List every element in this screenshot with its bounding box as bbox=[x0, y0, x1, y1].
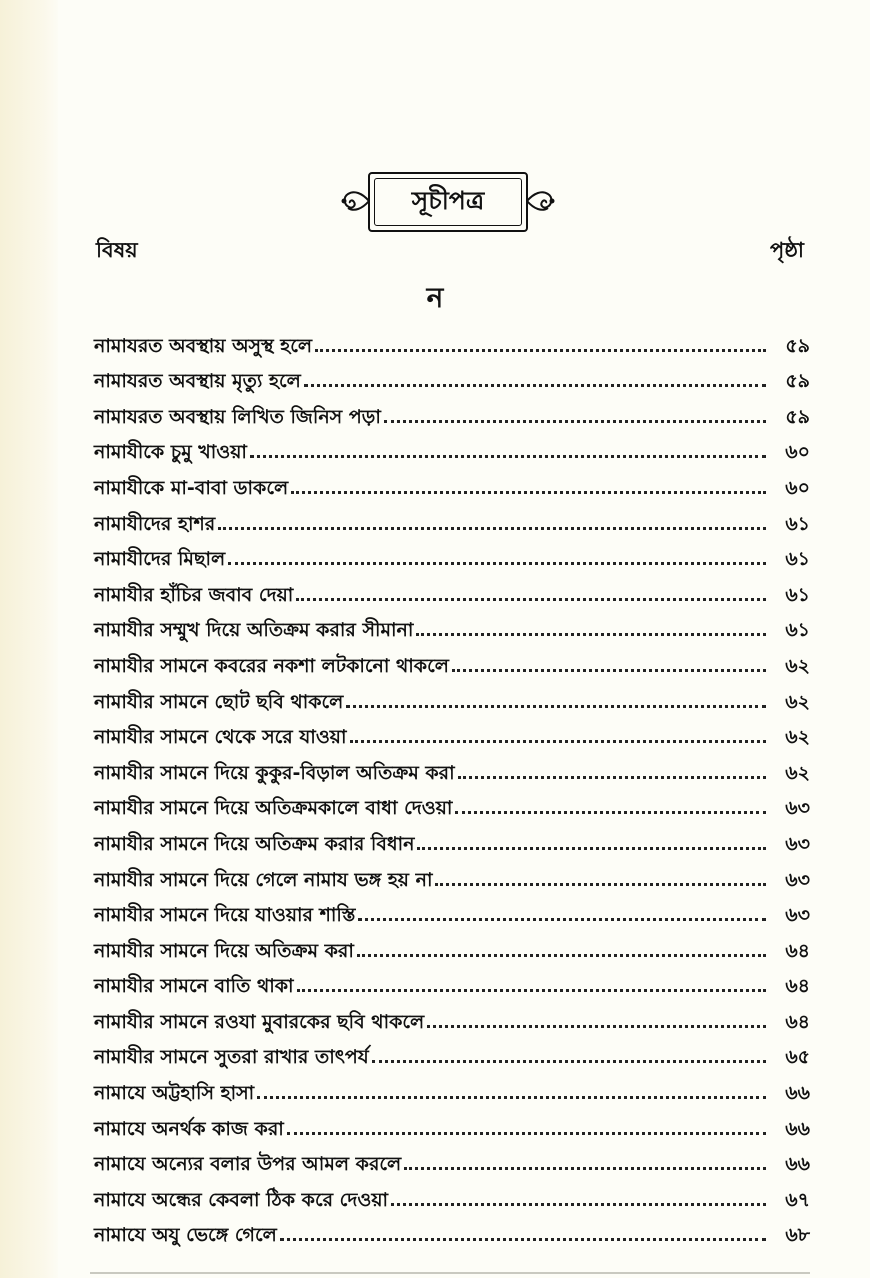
toc-entry bbox=[94, 642, 810, 678]
toc-entry-page: ৫৯ bbox=[785, 370, 810, 393]
toc-entry bbox=[94, 1212, 810, 1248]
toc-entry bbox=[94, 820, 810, 856]
toc-entry-topic: নামাযীকে চুমু খাওয়া bbox=[94, 441, 247, 464]
toc-entry bbox=[94, 785, 810, 821]
toc-entry bbox=[94, 892, 810, 928]
toc-entry-page: ৬২ bbox=[785, 690, 810, 713]
dot-leader bbox=[372, 1060, 766, 1063]
dot-leader bbox=[257, 1096, 766, 1099]
dot-leader bbox=[350, 740, 766, 743]
toc-entry-page: ৬৭ bbox=[785, 1188, 810, 1211]
toc-entry bbox=[94, 998, 810, 1034]
toc-entry-page: ৬১ bbox=[785, 548, 810, 571]
dot-leader bbox=[452, 669, 766, 672]
dot-leader bbox=[417, 847, 766, 850]
toc-entry-topic: নামাযীকে মা-বাবা ডাকলে bbox=[94, 476, 289, 499]
toc-entry bbox=[94, 464, 810, 500]
toc-entry-page: ৬২ bbox=[785, 726, 810, 749]
toc-entry-page: ৬০ bbox=[785, 476, 810, 499]
toc-entry bbox=[94, 393, 810, 429]
toc-entry-page: ৬৮ bbox=[785, 1224, 810, 1247]
page-title: সূচীপত্র bbox=[411, 185, 485, 215]
dot-leader bbox=[435, 883, 766, 886]
dot-leader bbox=[291, 491, 766, 494]
toc-entry bbox=[94, 358, 810, 394]
toc-entry-topic: নামাযীর সামনে কবরের নকশা লটকানো থাকলে bbox=[94, 654, 449, 677]
toc-entry-topic: নামাযীদের হাশর bbox=[94, 512, 216, 535]
toc-list bbox=[94, 322, 810, 1247]
toc-entry-topic: নামাযরত অবস্থায় অসুস্থ হলে bbox=[94, 334, 313, 357]
page-gutter bbox=[0, 0, 62, 1278]
toc-entry bbox=[94, 429, 810, 465]
toc-entry-topic: নামাযীর সামনে দিয়ে কুকুর-বিড়াল অতিক্রম করা bbox=[94, 761, 455, 784]
section-letter: ন bbox=[426, 281, 444, 314]
toc-entry-topic: নামাযীর সামনে দিয়ে যাওয়ার শাস্তি bbox=[94, 904, 356, 927]
toc-entry-page: ৬৩ bbox=[785, 832, 810, 855]
toc-entry bbox=[94, 678, 810, 714]
toc-entry-page: ৬১ bbox=[785, 619, 810, 642]
toc-entry-topic: নামাযীর সামনে দিয়ে অতিক্রমকালে বাধা দেওয়া bbox=[94, 797, 453, 820]
toc-entry-topic: নামাযে অন্ধের কেবলা ঠিক করে দেওয়া bbox=[94, 1188, 389, 1211]
toc-entry-topic: নামাযে অন্যের বলার উপর আমল করলে bbox=[94, 1153, 402, 1176]
toc-entry bbox=[94, 856, 810, 892]
column-header-topic: বিষয় bbox=[96, 238, 138, 262]
toc-entry bbox=[94, 1105, 810, 1141]
toc-entry bbox=[94, 1141, 810, 1177]
page-bottom-edge bbox=[90, 1272, 810, 1274]
toc-entry bbox=[94, 607, 810, 643]
toc-entry-topic: নামাযীর সামনে রওযা মুবারকের ছবি থাকলে bbox=[94, 1010, 425, 1033]
toc-entry-topic: নামাযে অযু ভেঙ্গে গেলে bbox=[94, 1224, 277, 1247]
column-header-page: পৃষ্ঠা bbox=[769, 238, 804, 262]
toc-entry-page: ৫৯ bbox=[785, 405, 810, 428]
toc-entry-topic: নামাযীর সামনে থেকে সরে যাওয়া bbox=[94, 726, 347, 749]
dot-leader bbox=[218, 527, 766, 530]
toc-entry-page: ৬৬ bbox=[785, 1117, 810, 1140]
dot-leader bbox=[358, 918, 766, 921]
toc-entry bbox=[94, 571, 810, 607]
title-cartouche bbox=[340, 172, 556, 236]
dot-leader bbox=[250, 455, 766, 458]
toc-entry bbox=[94, 1176, 810, 1212]
toc-entry bbox=[94, 1034, 810, 1070]
toc-entry-topic: নামাযীর সম্মুখ দিয়ে অতিক্রম করার সীমানা bbox=[94, 619, 414, 642]
dot-leader bbox=[384, 420, 766, 423]
dot-leader bbox=[416, 633, 766, 636]
toc-entry bbox=[94, 500, 810, 536]
toc-entry-page: ৬৩ bbox=[785, 797, 810, 820]
toc-entry bbox=[94, 749, 810, 785]
dot-leader bbox=[304, 384, 766, 387]
toc-entry-page: ৬৫ bbox=[785, 1046, 810, 1069]
toc-entry-topic: নামাযীর হাঁচির জবাব দেয়া bbox=[94, 583, 294, 606]
dot-leader bbox=[427, 1025, 766, 1028]
toc-entry-topic: নামাযে অট্টহাসি হাসা bbox=[94, 1082, 255, 1105]
left-ornament-icon bbox=[340, 184, 370, 218]
dot-leader bbox=[296, 598, 766, 601]
dot-leader bbox=[287, 1132, 766, 1135]
toc-entry-topic: নামাযরত অবস্থায় মৃত্যু হলে bbox=[94, 370, 301, 393]
dot-leader bbox=[346, 705, 766, 708]
toc-entry-page: ৬০ bbox=[785, 441, 810, 464]
toc-entry-page: ৬২ bbox=[785, 654, 810, 677]
dot-leader bbox=[391, 1203, 766, 1206]
toc-entry-page: ৫৯ bbox=[785, 334, 810, 357]
toc-entry-topic: নামাযীদের মিছাল bbox=[94, 548, 226, 571]
dot-leader bbox=[228, 562, 766, 565]
toc-entry-topic: নামাযীর সামনে সুতরা রাখার তাৎপর্য bbox=[94, 1046, 369, 1069]
toc-entry-page: ৬৩ bbox=[785, 904, 810, 927]
toc-entry-page: ৬৩ bbox=[785, 868, 810, 891]
dot-leader bbox=[280, 1238, 766, 1241]
toc-entry bbox=[94, 536, 810, 572]
toc-entry-topic: নামাযীর সামনে ছোট ছবি থাকলে bbox=[94, 690, 344, 713]
dot-leader bbox=[357, 954, 766, 957]
toc-entry bbox=[94, 714, 810, 750]
dot-leader bbox=[404, 1167, 766, 1170]
toc-entry bbox=[94, 927, 810, 963]
dot-leader bbox=[455, 811, 766, 814]
toc-entry bbox=[94, 1069, 810, 1105]
dot-leader bbox=[315, 349, 766, 352]
toc-entry-topic: নামাযীর সামনে দিয়ে অতিক্রম করা bbox=[94, 939, 354, 962]
toc-entry bbox=[94, 963, 810, 999]
toc-entry-topic: নামাযে অনর্থক কাজ করা bbox=[94, 1117, 284, 1140]
toc-entry-page: ৬২ bbox=[785, 761, 810, 784]
toc-entry-page: ৬৪ bbox=[785, 975, 810, 998]
toc-entry-page: ৬১ bbox=[785, 583, 810, 606]
toc-entry-page: ৬৬ bbox=[785, 1082, 810, 1105]
toc-entry-topic: নামাযরত অবস্থায় লিখিত জিনিস পড়া bbox=[94, 405, 381, 428]
dot-leader bbox=[297, 989, 766, 992]
toc-entry-topic: নামাযীর সামনে দিয়ে অতিক্রম করার বিধান bbox=[94, 832, 415, 855]
toc-entry-page: ৬৬ bbox=[785, 1153, 810, 1176]
toc-entry bbox=[94, 322, 810, 358]
toc-entry-topic: নামাযীর সামনে বাতি থাকা bbox=[94, 975, 294, 998]
toc-entry-page: ৬৪ bbox=[785, 1010, 810, 1033]
toc-entry-page: ৬৪ bbox=[785, 939, 810, 962]
toc-entry-page: ৬১ bbox=[785, 512, 810, 535]
right-ornament-icon bbox=[526, 184, 556, 218]
toc-entry-topic: নামাযীর সামনে দিয়ে গেলে নামায ভঙ্গ হয় না bbox=[94, 868, 433, 891]
dot-leader bbox=[458, 776, 766, 779]
